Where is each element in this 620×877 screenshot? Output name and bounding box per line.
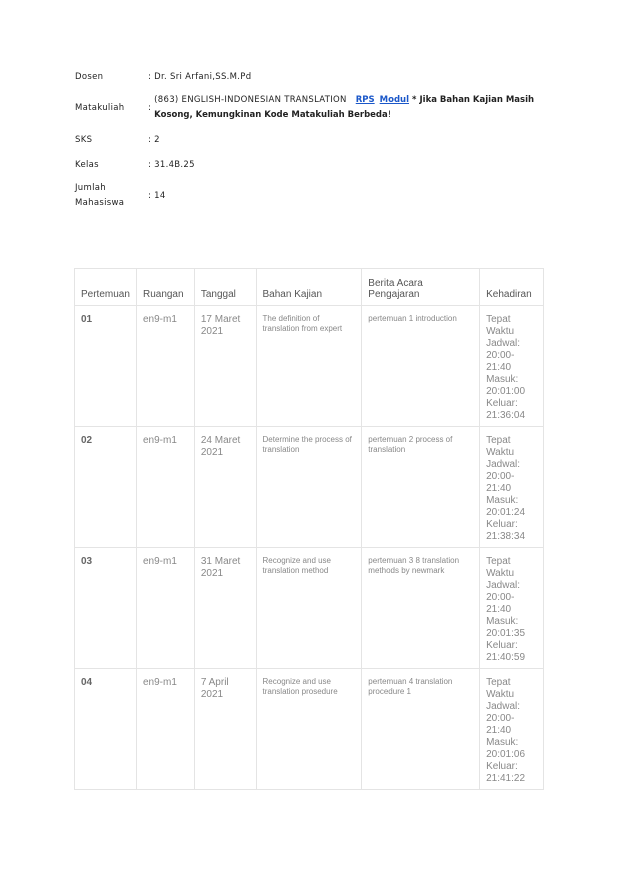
attendance-table (74, 268, 544, 790)
dosen-label: Dosen (75, 72, 104, 82)
sks-label: SKS (75, 135, 93, 145)
cell-berita-acara: pertemuan 4 translation procedure 1 (362, 669, 480, 790)
info-row-matakuliah (75, 93, 550, 123)
header-pertemuan: Pertemuan (75, 269, 137, 306)
cell-tanggal: 7 April 2021 (194, 669, 256, 790)
rps-link[interactable]: RPS (355, 95, 375, 105)
table-row (75, 306, 544, 427)
modul-link[interactable]: Modul (379, 95, 410, 105)
kelas-value: : 31.4B.25 (148, 160, 195, 170)
cell-berita-acara: pertemuan 3 8 translation methods by newmark (362, 548, 480, 669)
table-row (75, 427, 544, 548)
cell-bahan-kajian: Determine the process of translation (256, 427, 362, 548)
header-ruangan: Ruangan (136, 269, 194, 306)
cell-ruangan: en9-m1 (136, 548, 194, 669)
info-row-kelas (75, 158, 550, 173)
course-info (75, 70, 550, 211)
header-kehadiran: Kehadiran (480, 269, 544, 306)
cell-pertemuan: 04 (75, 669, 137, 790)
header-berita-acara: Berita Acara Pengajaran (362, 269, 480, 306)
sks-value: : 2 (148, 135, 160, 145)
kelas-label: Kelas (75, 160, 99, 170)
cell-bahan-kajian: Recognize and use translation method (256, 548, 362, 669)
header-tanggal: Tanggal (194, 269, 256, 306)
cell-pertemuan: 01 (75, 306, 137, 427)
cell-bahan-kajian: Recognize and use translation prosedure (256, 669, 362, 790)
dosen-value: : Dr. Sri Arfani,SS.M.Pd (148, 72, 252, 82)
table-row (75, 548, 544, 669)
info-row-sks (75, 133, 550, 148)
cell-ruangan: en9-m1 (136, 669, 194, 790)
cell-berita-acara: pertemuan 2 process of translation (362, 427, 480, 548)
cell-ruangan: en9-m1 (136, 306, 194, 427)
cell-kehadiran: Tepat Waktu Jadwal: 20:00-21:40 Masuk: 20:01:00 Keluar: 21:36:04 (480, 306, 544, 427)
cell-tanggal: 17 Maret 2021 (194, 306, 256, 427)
cell-kehadiran: Tepat Waktu Jadwal: 20:00-21:40 Masuk: 20:01:06 Keluar: 21:41:22 (480, 669, 544, 790)
header-bahan-kajian: Bahan Kajian (256, 269, 362, 306)
course-note-end: ! (387, 110, 392, 120)
cell-pertemuan: 02 (75, 427, 137, 548)
cell-tanggal: 24 Maret 2021 (194, 427, 256, 548)
cell-kehadiran: Tepat Waktu Jadwal: 20:00-21:40 Masuk: 20:01:24 Keluar: 21:38:34 (480, 427, 544, 548)
info-row-dosen (75, 70, 550, 85)
jumlah-value: : 14 (148, 191, 166, 201)
cell-berita-acara: pertemuan 1 introduction (362, 306, 480, 427)
cell-kehadiran: Tepat Waktu Jadwal: 20:00-21:40 Masuk: 20:01:35 Keluar: 21:40:59 (480, 548, 544, 669)
matakuliah-label: Matakuliah (75, 103, 125, 113)
jumlah-label: Jumlah Mahasiswa (75, 183, 125, 208)
note-mark: * (412, 95, 417, 105)
matakuliah-text (154, 93, 550, 123)
course-note: Jika Bahan Kajian Masih Kosong, Kemungkinan Kode Matakuliah Berbeda (154, 95, 535, 120)
matakuliah-code: (863) ENGLISH-INDONESIAN TRANSLATION (154, 95, 347, 105)
table-row (75, 669, 544, 790)
table-header-row (75, 269, 544, 306)
cell-pertemuan: 03 (75, 548, 137, 669)
cell-bahan-kajian: The definition of translation from expert (256, 306, 362, 427)
cell-tanggal: 31 Maret 2021 (194, 548, 256, 669)
matakuliah-colon: : (148, 103, 152, 113)
matakuliah-value (148, 93, 550, 123)
cell-ruangan: en9-m1 (136, 427, 194, 548)
info-row-jumlah (75, 181, 550, 211)
